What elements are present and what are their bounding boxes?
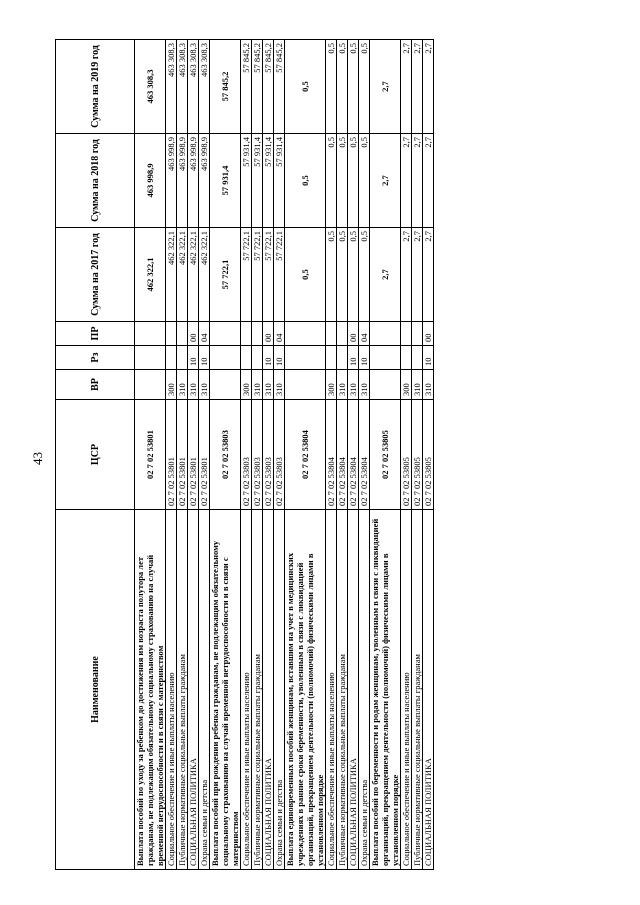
table-body — [135, 40, 434, 870]
table-row — [199, 40, 210, 870]
header-vr: ВР — [56, 370, 135, 400]
cell-sum-2018: 57 931,4 — [241, 134, 252, 228]
cell-rz — [166, 346, 177, 370]
cell-sum-2017: 462 322,1 — [188, 228, 199, 322]
cell-pr: 04 — [359, 322, 370, 346]
table-row — [359, 40, 370, 870]
cell-vr: 310 — [423, 370, 434, 400]
cell-csr: 02 7 02 53804 — [359, 400, 370, 510]
cell-vr — [135, 370, 166, 400]
header-rz: Рз — [56, 346, 135, 370]
cell-sum-2019: 57 845,2 — [274, 40, 285, 134]
cell-rz — [252, 346, 263, 370]
cell-rz — [412, 346, 423, 370]
cell-csr: 02 7 02 53801 — [199, 400, 210, 510]
header-name: Наименование — [56, 510, 135, 870]
cell-rz — [337, 346, 348, 370]
cell-sum-2018: 57 931,4 — [210, 134, 241, 228]
cell-name: СОЦИАЛЬНАЯ ПОЛИТИКА — [423, 510, 434, 870]
table-row — [241, 40, 252, 870]
cell-rz — [210, 346, 241, 370]
table-row — [166, 40, 177, 870]
cell-rz — [326, 346, 337, 370]
cell-sum-2017: 2,7 — [412, 228, 423, 322]
cell-pr: 00 — [188, 322, 199, 346]
cell-pr — [412, 322, 423, 346]
cell-rz — [241, 346, 252, 370]
cell-csr: 02 7 02 53803 — [274, 400, 285, 510]
cell-name: Выплата единовременных пособий женщинам, вставшим на учет в медицинских учреждениях в ранние сроки беременности, уволенным в связи с ликвидацией организаций, прекращением деятельности (полномочий) физическими лицами в установленном порядке — [285, 510, 326, 870]
table-row — [412, 40, 423, 870]
cell-rz — [401, 346, 412, 370]
cell-name: Выплата пособий по уходу за ребенком до достижения им возраста полутора лет гражданам, не подлежащим обязательному социальному страхованию на случай временной нетрудоспособности и в связи с материнством — [135, 510, 166, 870]
cell-csr: 02 7 02 53804 — [285, 400, 326, 510]
table-row — [188, 40, 199, 870]
cell-name: Охрана семьи и детства — [199, 510, 210, 870]
cell-rz — [135, 346, 166, 370]
cell-rz: 10 — [274, 346, 285, 370]
cell-sum-2017: 57 722,1 — [252, 228, 263, 322]
cell-sum-2018: 2,7 — [401, 134, 412, 228]
cell-sum-2017: 462 322,1 — [177, 228, 188, 322]
cell-rz — [370, 346, 401, 370]
cell-sum-2017: 0,5 — [326, 228, 337, 322]
cell-sum-2019: 2,7 — [423, 40, 434, 134]
cell-pr — [337, 322, 348, 346]
cell-sum-2017: 0,5 — [348, 228, 359, 322]
cell-rz: 10 — [263, 346, 274, 370]
cell-csr: 02 7 02 53803 — [210, 400, 241, 510]
cell-sum-2018: 0,5 — [285, 134, 326, 228]
cell-vr: 310 — [359, 370, 370, 400]
table-group-row — [135, 40, 166, 870]
cell-sum-2018: 0,5 — [359, 134, 370, 228]
cell-pr — [285, 322, 326, 346]
table-row — [348, 40, 359, 870]
cell-name: Охрана семьи и детства — [359, 510, 370, 870]
cell-name: СОЦИАЛЬНАЯ ПОЛИТИКА — [188, 510, 199, 870]
cell-vr — [370, 370, 401, 400]
cell-sum-2018: 463 998,9 — [166, 134, 177, 228]
header-sum-2019: Сумма на 2019 год — [56, 40, 135, 134]
cell-vr: 310 — [348, 370, 359, 400]
table-row — [326, 40, 337, 870]
cell-sum-2019: 2,7 — [401, 40, 412, 134]
cell-vr: 310 — [412, 370, 423, 400]
cell-sum-2017: 2,7 — [401, 228, 412, 322]
cell-sum-2018: 0,5 — [348, 134, 359, 228]
table-row — [401, 40, 412, 870]
cell-csr: 02 7 02 53805 — [423, 400, 434, 510]
cell-sum-2017: 462 322,1 — [166, 228, 177, 322]
cell-name: Социальное обеспечение и иные выплаты населению — [326, 510, 337, 870]
cell-name: Публичные нормативные социальные выплаты гражданам — [252, 510, 263, 870]
cell-sum-2019: 463 308,3 — [166, 40, 177, 134]
cell-sum-2017: 462 322,1 — [135, 228, 166, 322]
cell-pr — [210, 322, 241, 346]
cell-sum-2017: 57 722,1 — [274, 228, 285, 322]
header-sum-2017: Сумма на 2017 год — [56, 228, 135, 322]
cell-sum-2018: 463 998,9 — [135, 134, 166, 228]
table-row — [274, 40, 285, 870]
cell-vr: 310 — [199, 370, 210, 400]
cell-sum-2017: 2,7 — [423, 228, 434, 322]
cell-pr — [252, 322, 263, 346]
cell-pr: 04 — [199, 322, 210, 346]
cell-sum-2019: 0,5 — [337, 40, 348, 134]
cell-name: Публичные нормативные социальные выплаты гражданам — [337, 510, 348, 870]
cell-csr: 02 7 02 53801 — [188, 400, 199, 510]
header-csr: ЦСР — [56, 400, 135, 510]
cell-vr: 300 — [401, 370, 412, 400]
cell-sum-2018: 0,5 — [326, 134, 337, 228]
cell-vr: 300 — [241, 370, 252, 400]
cell-sum-2017: 0,5 — [359, 228, 370, 322]
cell-sum-2019: 0,5 — [348, 40, 359, 134]
cell-sum-2018: 2,7 — [412, 134, 423, 228]
cell-sum-2019: 0,5 — [285, 40, 326, 134]
cell-sum-2019: 0,5 — [359, 40, 370, 134]
cell-sum-2019: 57 845,2 — [210, 40, 241, 134]
cell-name: Социальное обеспечение и иные выплаты населению — [166, 510, 177, 870]
cell-csr: 02 7 02 53801 — [177, 400, 188, 510]
table-row — [423, 40, 434, 870]
cell-pr — [370, 322, 401, 346]
cell-name: Охрана семьи и детства — [274, 510, 285, 870]
cell-sum-2019: 57 845,2 — [241, 40, 252, 134]
cell-pr — [135, 322, 166, 346]
cell-sum-2017: 0,5 — [337, 228, 348, 322]
cell-pr — [166, 322, 177, 346]
table-row — [177, 40, 188, 870]
header-sum-2018: Сумма на 2018 год — [56, 134, 135, 228]
cell-rz: 10 — [423, 346, 434, 370]
cell-sum-2018: 2,7 — [370, 134, 401, 228]
cell-sum-2018: 57 931,4 — [274, 134, 285, 228]
table-row — [252, 40, 263, 870]
cell-name: Социальное обеспечение и иные выплаты населению — [401, 510, 412, 870]
page-number: 43 — [30, 452, 45, 465]
cell-rz: 10 — [199, 346, 210, 370]
cell-csr: 02 7 02 53803 — [241, 400, 252, 510]
cell-sum-2018: 57 931,4 — [252, 134, 263, 228]
cell-sum-2018: 463 998,9 — [199, 134, 210, 228]
cell-sum-2018: 463 998,9 — [188, 134, 199, 228]
cell-name: СОЦИАЛЬНАЯ ПОЛИТИКА — [263, 510, 274, 870]
table-group-row — [285, 40, 326, 870]
cell-sum-2017: 2,7 — [370, 228, 401, 322]
cell-rz — [285, 346, 326, 370]
cell-pr — [326, 322, 337, 346]
cell-csr: 02 7 02 53803 — [252, 400, 263, 510]
cell-vr: 310 — [337, 370, 348, 400]
cell-name: СОЦИАЛЬНАЯ ПОЛИТИКА — [348, 510, 359, 870]
cell-csr: 02 7 02 53801 — [166, 400, 177, 510]
cell-vr: 310 — [263, 370, 274, 400]
cell-sum-2018: 463 998,9 — [177, 134, 188, 228]
cell-sum-2019: 463 308,3 — [135, 40, 166, 134]
cell-csr: 02 7 02 53805 — [370, 400, 401, 510]
cell-pr: 00 — [263, 322, 274, 346]
table-row — [337, 40, 348, 870]
cell-sum-2019: 463 308,3 — [177, 40, 188, 134]
cell-vr: 300 — [166, 370, 177, 400]
cell-sum-2019: 0,5 — [326, 40, 337, 134]
cell-sum-2017: 57 722,1 — [210, 228, 241, 322]
cell-csr: 02 7 02 53804 — [326, 400, 337, 510]
cell-csr: 02 7 02 53805 — [412, 400, 423, 510]
cell-vr — [285, 370, 326, 400]
cell-csr: 02 7 02 53803 — [263, 400, 274, 510]
budget-table — [55, 39, 434, 870]
cell-pr — [177, 322, 188, 346]
cell-sum-2019: 2,7 — [412, 40, 423, 134]
cell-pr — [241, 322, 252, 346]
table-row — [263, 40, 274, 870]
cell-vr: 300 — [326, 370, 337, 400]
table-group-row — [370, 40, 401, 870]
cell-sum-2019: 57 845,2 — [252, 40, 263, 134]
cell-name: Выплата пособий по беременности и родам женщинам, уволенным в связи с ликвидацией организаций, прекращением деятельности (полномочий) физическими лицами в установленном порядке — [370, 510, 401, 870]
cell-sum-2018: 57 931,4 — [263, 134, 274, 228]
cell-csr: 02 7 02 53804 — [348, 400, 359, 510]
cell-name: Публичные нормативные социальные выплаты гражданам — [177, 510, 188, 870]
cell-sum-2017: 0,5 — [285, 228, 326, 322]
cell-rz: 10 — [348, 346, 359, 370]
cell-name: Публичные нормативные социальные выплаты гражданам — [412, 510, 423, 870]
cell-csr: 02 7 02 53801 — [135, 400, 166, 510]
cell-vr: 310 — [188, 370, 199, 400]
cell-rz: 10 — [188, 346, 199, 370]
cell-vr: 310 — [252, 370, 263, 400]
cell-pr — [401, 322, 412, 346]
cell-csr: 02 7 02 53805 — [401, 400, 412, 510]
cell-sum-2019: 2,7 — [370, 40, 401, 134]
cell-name: Социальное обеспечение и иные выплаты населению — [241, 510, 252, 870]
table-group-row — [210, 40, 241, 870]
cell-sum-2019: 57 845,2 — [263, 40, 274, 134]
cell-pr: 00 — [348, 322, 359, 346]
cell-vr: 310 — [177, 370, 188, 400]
cell-csr: 02 7 02 53804 — [337, 400, 348, 510]
cell-name: Выплата пособий при рождении ребенка гражданам, не подлежащим обязательному социальному страхованию на случай временной нетрудоспособности и в связи с материнством — [210, 510, 241, 870]
cell-rz — [177, 346, 188, 370]
cell-vr — [210, 370, 241, 400]
cell-sum-2017: 57 722,1 — [241, 228, 252, 322]
cell-sum-2019: 463 308,3 — [188, 40, 199, 134]
cell-rz: 10 — [359, 346, 370, 370]
table-header-row — [56, 40, 135, 870]
cell-sum-2017: 462 322,1 — [199, 228, 210, 322]
cell-sum-2019: 463 308,3 — [199, 40, 210, 134]
cell-sum-2018: 0,5 — [337, 134, 348, 228]
cell-pr: 00 — [423, 322, 434, 346]
cell-sum-2017: 57 722,1 — [263, 228, 274, 322]
cell-sum-2018: 2,7 — [423, 134, 434, 228]
header-pr: ПР — [56, 322, 135, 346]
cell-pr: 04 — [274, 322, 285, 346]
cell-vr: 310 — [274, 370, 285, 400]
